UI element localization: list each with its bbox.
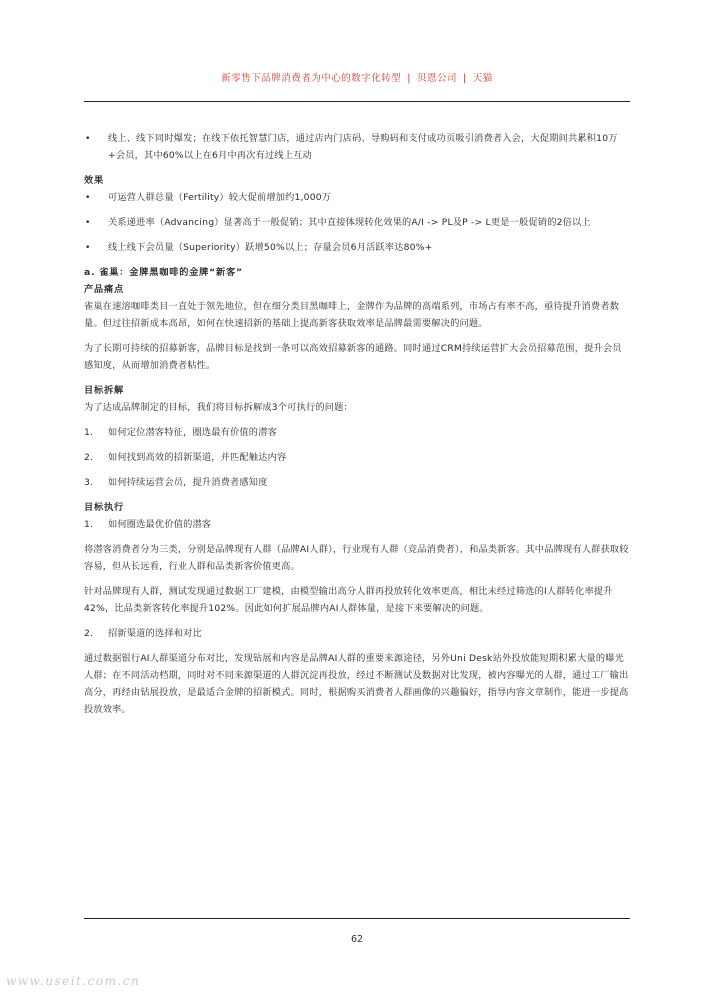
header-partner: 天猫 [472,73,493,84]
watermark: www.useit.com.cn [6,974,141,988]
header-separator: | [407,73,411,84]
running-header [84,70,630,84]
section-heading-effect: 效果 [84,175,104,186]
paragraph: 为了长期可持续的招募新客，品牌目标是找到一条可以高效招募新客的通路。同时通过CRM持续运营扩大会员招募范围，提升会员感知度，从而增加消费者粘性。 [84,343,622,371]
bullet-dot: • [85,242,91,253]
page-body [84,130,630,726]
numbered-item [84,424,630,441]
bullet-text: 关系递进率（Advancing）显著高于一般促销；其中直接体现转化效果的A/I -> PL及P -> L更是一般促销的2倍以上 [108,217,591,228]
item-number: 2. [84,452,94,463]
bullet-dot: • [85,133,91,144]
item-number: 2. [84,628,94,639]
bullet-item [84,130,630,164]
footer-rule [84,918,630,919]
paragraph: 雀巢在速溶咖啡类目一直处于领先地位，但在细分类目黑咖啡上，金牌作为品牌的高端系列，市场占有率不高，亟待提升消费者数量。但过往招新成本高昂，如何在快速招新的基础上提高新客获取效率是品牌最需要解决的问题。 [84,301,620,329]
case-heading: a. 雀巢：金牌黑咖啡的金牌“新客” [84,267,243,278]
bullet-text: 可运营人群总量（Fertility）较大促前增加约1,000万 [108,192,332,203]
bullet-item [84,239,630,256]
numbered-item [84,625,630,642]
bullet-text: 线上线下会员量（Superiority）跃增50%以上；存量会员6月活跃率达80%+ [108,242,433,253]
item-number: 3. [84,477,94,488]
paragraph: 针对品牌现有人群，测试发现通过数据工厂建模，由模型输出高分人群再投放转化效率更高，相比未经过筛选的I人群转化率提升42%，比品类新客转化率提升102%。因此如何扩展品牌内AI人群体量，是接下来要解决的问题。 [84,586,613,614]
numbered-item [84,516,630,533]
item-text: 如何圈选最优价值的潜客 [108,519,212,530]
section-heading-goal: 目标拆解 [84,385,124,396]
section-heading-exec: 目标执行 [84,502,124,513]
item-text: 招新渠道的选择和对比 [108,628,202,639]
item-text: 如何持续运营会员，提升消费者感知度 [108,477,268,488]
paragraph: 通过数据银行AI人群渠道分布对比，发现钻展和内容是品牌AI人群的重要来源途径，另外Uni Desk站外投放能短期积累大量的曝光人群；在不同活动档期，同时对不同来源渠道的人群沉淀再投放，经过不断测试及数据对比发现，被内容曝光的人群，通过工厂输出高分，再经由钻展投放，是最适合金牌的招新模式。同时，根据购买消费者人群画像的兴趣偏好，指导内容文章制作，能进一步提高投放效率。 [84,653,629,715]
numbered-item [84,449,630,466]
numbered-item [84,474,630,491]
header-title: 新零售下品牌消费者为中心的数字化转型 [221,73,402,84]
header-company: 贝恩公司 [416,73,457,84]
item-text: 如何定位潜客特征，圈选最有价值的潜客 [108,427,277,438]
item-text: 如何找到高效的招新渠道，并匹配触达内容 [108,452,287,463]
page-number: 62 [350,934,364,945]
paragraph: 将潜客消费者分为三类，分别是品牌现有人群（品牌AI人群），行业现有人群（竞品消费者），和品类新客。其中品牌现有人群获取较容易，但从长远看，行业人群和品类新客价值更高。 [84,544,629,572]
bullet-dot: • [85,217,91,228]
header-separator: | [463,73,467,84]
bullet-text: 线上、线下同时爆发；在线下依托智慧门店，通过店内门店码、导购码和支付成功页吸引消费者入会，大促期间共累积10万+会员，其中60%以上在6月中再次有过线上互动 [108,133,618,161]
paragraph: 为了达成品牌制定的目标，我们将目标拆解成3个可执行的问题： [84,402,353,413]
item-number: 1. [84,519,94,530]
header-rule [84,101,630,102]
bullet-item [84,189,630,206]
bullet-dot: • [85,192,91,203]
bullet-item [84,214,630,231]
item-number: 1. [84,427,94,438]
section-heading-pain: 产品痛点 [84,284,124,295]
